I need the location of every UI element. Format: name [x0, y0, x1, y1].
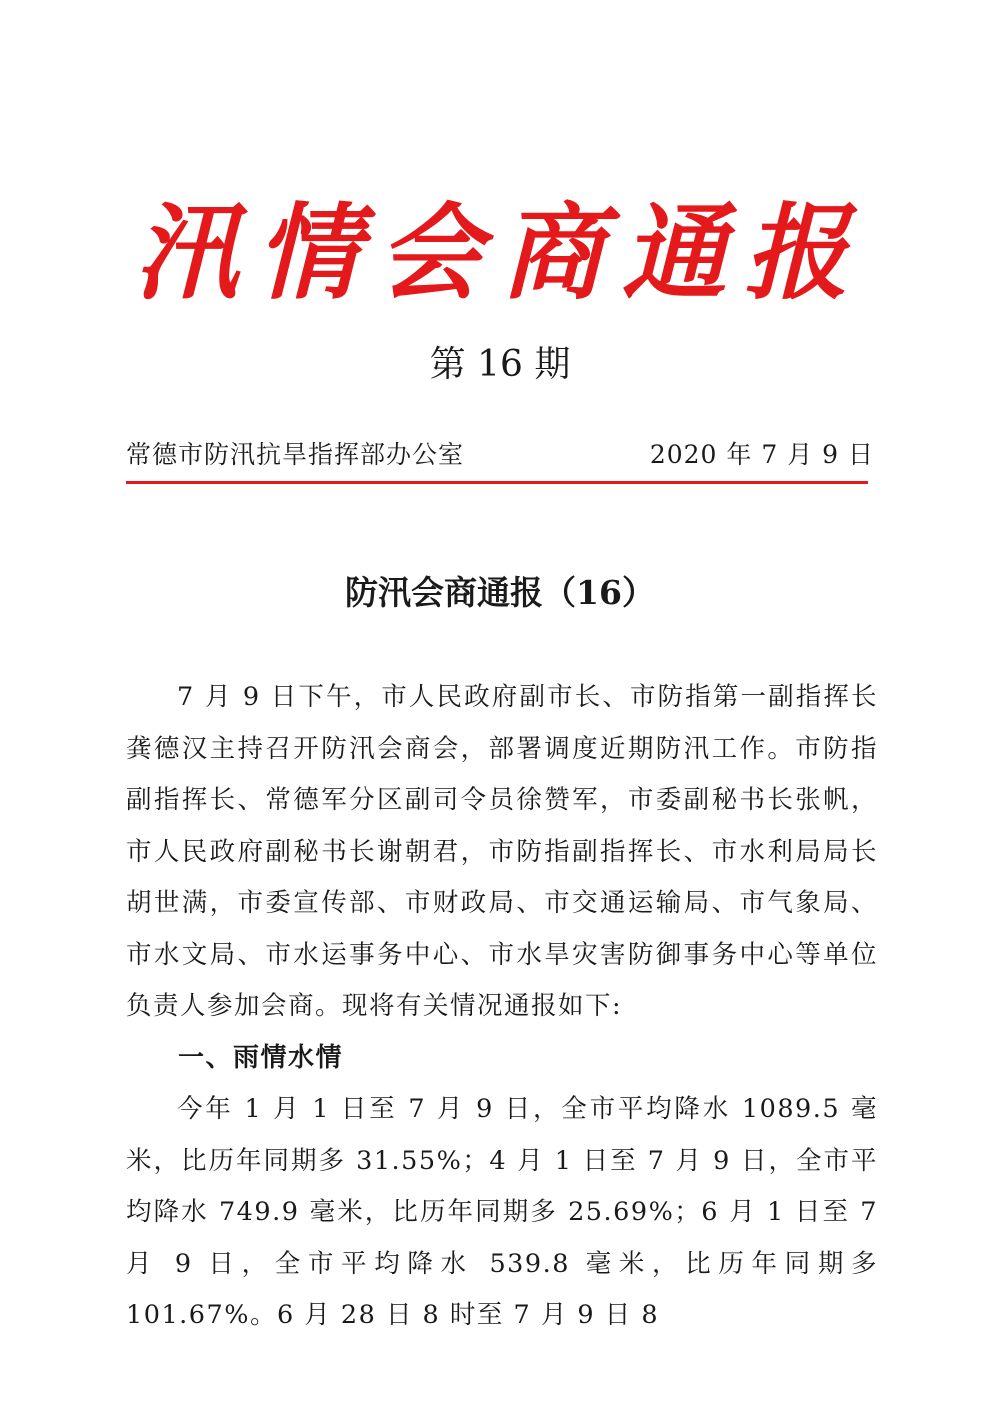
- document-title: 防汛会商通报（16）: [345, 573, 655, 612]
- issuing-office: 常德市防汛抗旱指挥部办公室: [126, 440, 465, 469]
- intro-paragraph: 7 月 9 日下午，市人民政府副市长、市防指第一副指挥长龚德汉主持召开防汛会商会，部署调度近期防汛工作。市防指副指挥长、常德军分区副司令员徐赞军，市委副秘书长张帆，市人民政府副秘书长谢朝君，市防指副指挥长、市水利局局长胡世满，市委宣传部、市财政局、市交通运输局、市气象局、市水文局、市水运事务中心、市水旱灾害防御事务中心等单位负责人参加会商。现将有关情况通报如下:: [126, 682, 878, 1021]
- section-paragraph: 今年 1 月 1 日至 7 月 9 日，全市平均降水 1089.5 毫米，比历年同期多 31.55%；4 月 1 日至 7 月 9 日，全市平均降水 749.9 毫米，比历年同期多 25.69%；6 月 1 日至 7 月 9 日，全市平均降水 539.8 毫米，比历年同期多 101.67%。6 月 28 日 8 时至 7 月 9 日 8: [126, 1094, 878, 1330]
- issue-number: 第 16 期: [429, 344, 571, 385]
- issue-date: 2020 年 7 月 9 日: [649, 440, 874, 469]
- masthead-title: 汛情会商通报: [133, 191, 866, 314]
- document-body: [126, 672, 878, 1342]
- issuer-row: [126, 432, 874, 474]
- red-divider: [126, 481, 868, 484]
- section-heading: 一、雨情水情: [178, 1042, 344, 1073]
